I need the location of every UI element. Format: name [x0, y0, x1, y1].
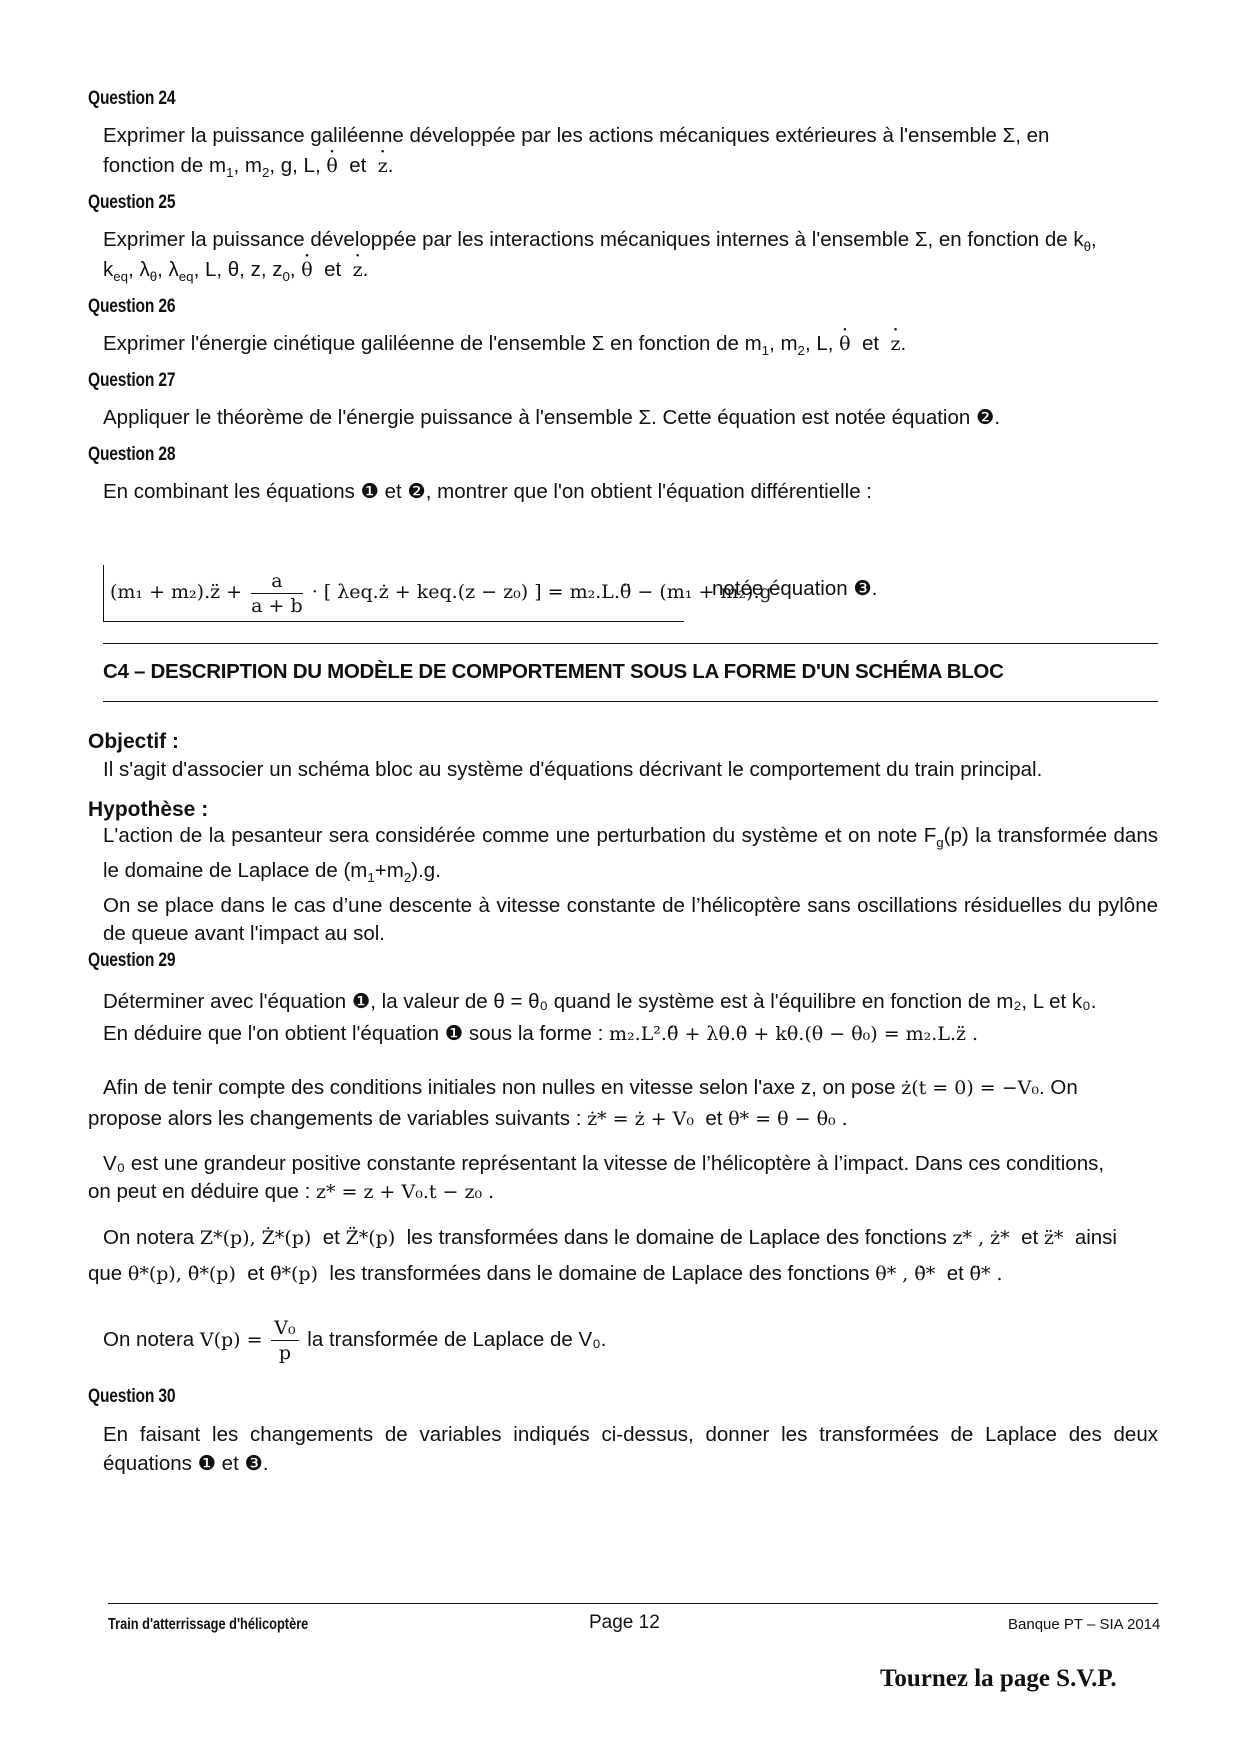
objectif-heading: Objectif : — [88, 730, 180, 753]
question-28-heading: Question 28 — [88, 444, 176, 465]
objectif-text: Il s'agit d'associer un schéma bloc au système d'équations décrivant le comportement du train principal. — [103, 758, 1043, 781]
question-29-para4: que θ*(p), θ̇*(p) et θ̈*(p) les transformées dans le domaine de Laplace des fonctions θ* , θ̇* et θ̈* . — [88, 1262, 1003, 1285]
equation-3-note: notée équation ❸. — [712, 577, 878, 600]
question-24-heading: Question 24 — [88, 88, 176, 109]
question-25-text-line2: $k_{eq}$, $\lambda_\theta$, $\lambda_{eq}$, L, θ, z, $z_0$, · θ et · z. — [103, 254, 368, 292]
equation-3: (m₁ + m₂).z̈ + $\frac{a}{a + b}$ · [ λeq.ż + keq.(z − z₀) ] = m₂.L.θ̈ − (m₁ + m₂).g — [110, 569, 772, 617]
question-25-text-line1: Exprimer la puissance développée par les interactions mécaniques internes à l'ensemble Σ, en fonction de $k_\theta$, — [103, 228, 1097, 255]
footer-rule — [108, 1603, 1158, 1604]
question-29-para3-line1: On notera Z*(p), Ż*(p) et Z̈*(p) les transformées dans le domaine de Laplace des fonctions z* , ż* et z̈* ainsi — [103, 1226, 1117, 1249]
question-25-heading: Question 25 — [88, 192, 176, 213]
equation-3-fraction: $\frac{a}{a + b}$ — [251, 569, 303, 617]
question-30-heading: Question 30 — [88, 1386, 176, 1407]
question-27-heading: Question 27 — [88, 370, 176, 391]
question-29-heading: Question 29 — [88, 950, 176, 971]
question-30-text: En faisant les changements de variables indiqués ci-dessus, donner les transformées de Laplace des deux équations ❶ et ❸. — [103, 1423, 1158, 1475]
section-rule-top — [103, 643, 1158, 644]
question-24-text-line2: fonction de $m_1$, $m_2$, g, L, · θ et · z. — [103, 150, 393, 188]
question-29-line1: Déterminer avec l'équation ❶, la valeur de θ = θ₀ quand le système est à l'équilibre en fonction de m₂, L et k₀. — [103, 990, 1097, 1013]
question-26-text: Exprimer l'énergie cinétique galiléenne de l'ensemble Σ en fonction de $m_1$, $m_2$, L, · θ et · z. — [103, 328, 906, 366]
question-29-para5: On notera V(p) = $\frac{\text{V₀}}{p}$ la transformée de Laplace de V₀. — [103, 1317, 607, 1365]
question-26-heading: Question 26 — [88, 296, 176, 317]
question-29-para2-line1: V₀ est une grandeur positive constante représentant la vitesse de l’hélicoptère à l’impact. Dans ces conditions, — [103, 1152, 1105, 1175]
footer-left: Train d'atterrissage d'hélicoptère — [108, 1616, 309, 1633]
footer-page-number: Page 12 — [589, 1612, 660, 1633]
hypothese-heading: Hypothèse : — [88, 798, 209, 821]
section-c4-title: C4 – DESCRIPTION DU MODÈLE DE COMPORTEMENT SOUS LA FORME D'UN SCHÉMA BLOC — [103, 660, 1004, 683]
question-27-text: Appliquer le théorème de l'énergie puissance à l'ensemble Σ. Cette équation est notée équation ❷. — [103, 406, 1001, 429]
question-29-para2-line2: on peut en déduire que : z* = z + V₀.t − z₀ . — [88, 1180, 495, 1203]
footer-right: Banque PT – SIA 2014 — [1008, 1616, 1161, 1633]
question-29-para1-line1: Afin de tenir compte des conditions initiales non nulles en vitesse selon l'axe z, on pose ż(t = 0) = −V₀. On — [103, 1076, 1078, 1099]
question-29-line2: En déduire que l'on obtient l'équation ❶ sous la forme : m₂.L².θ̈ + λθ.θ̇ + kθ.(θ − θ₀) = m₂.L.z̈ . — [103, 1022, 979, 1045]
turn-page-note: Tournez la page S.V.P. — [880, 1665, 1117, 1692]
question-28-text: En combinant les équations ❶ et ❷, montrer que l'on obtient l'équation différentielle : — [103, 480, 873, 503]
question-24-text-line1: Exprimer la puissance galiléenne développée par les actions mécaniques extérieures à l'ensemble Σ, en — [103, 124, 1050, 147]
laplace-v-fraction: $\frac{\text{V₀}}{p}$ — [271, 1316, 298, 1365]
question-29-para1-line2: propose alors les changements de variables suivants : ż* = ż + V₀ et θ* = θ − θ₀ . — [88, 1107, 848, 1130]
hypothese-text: L'action de la pesanteur sera considérée comme une perturbation du système et on note $F_g(p)$ la transformée dans le domaine de Laplace de $(m_1+m_2).g$. On se place dans le cas d’une descente à vitesse constante de l’hélicoptère sans oscillations résiduelles du pylône de queue avant l'impact au sol. — [103, 824, 1158, 946]
section-rule-bottom — [103, 701, 1158, 702]
